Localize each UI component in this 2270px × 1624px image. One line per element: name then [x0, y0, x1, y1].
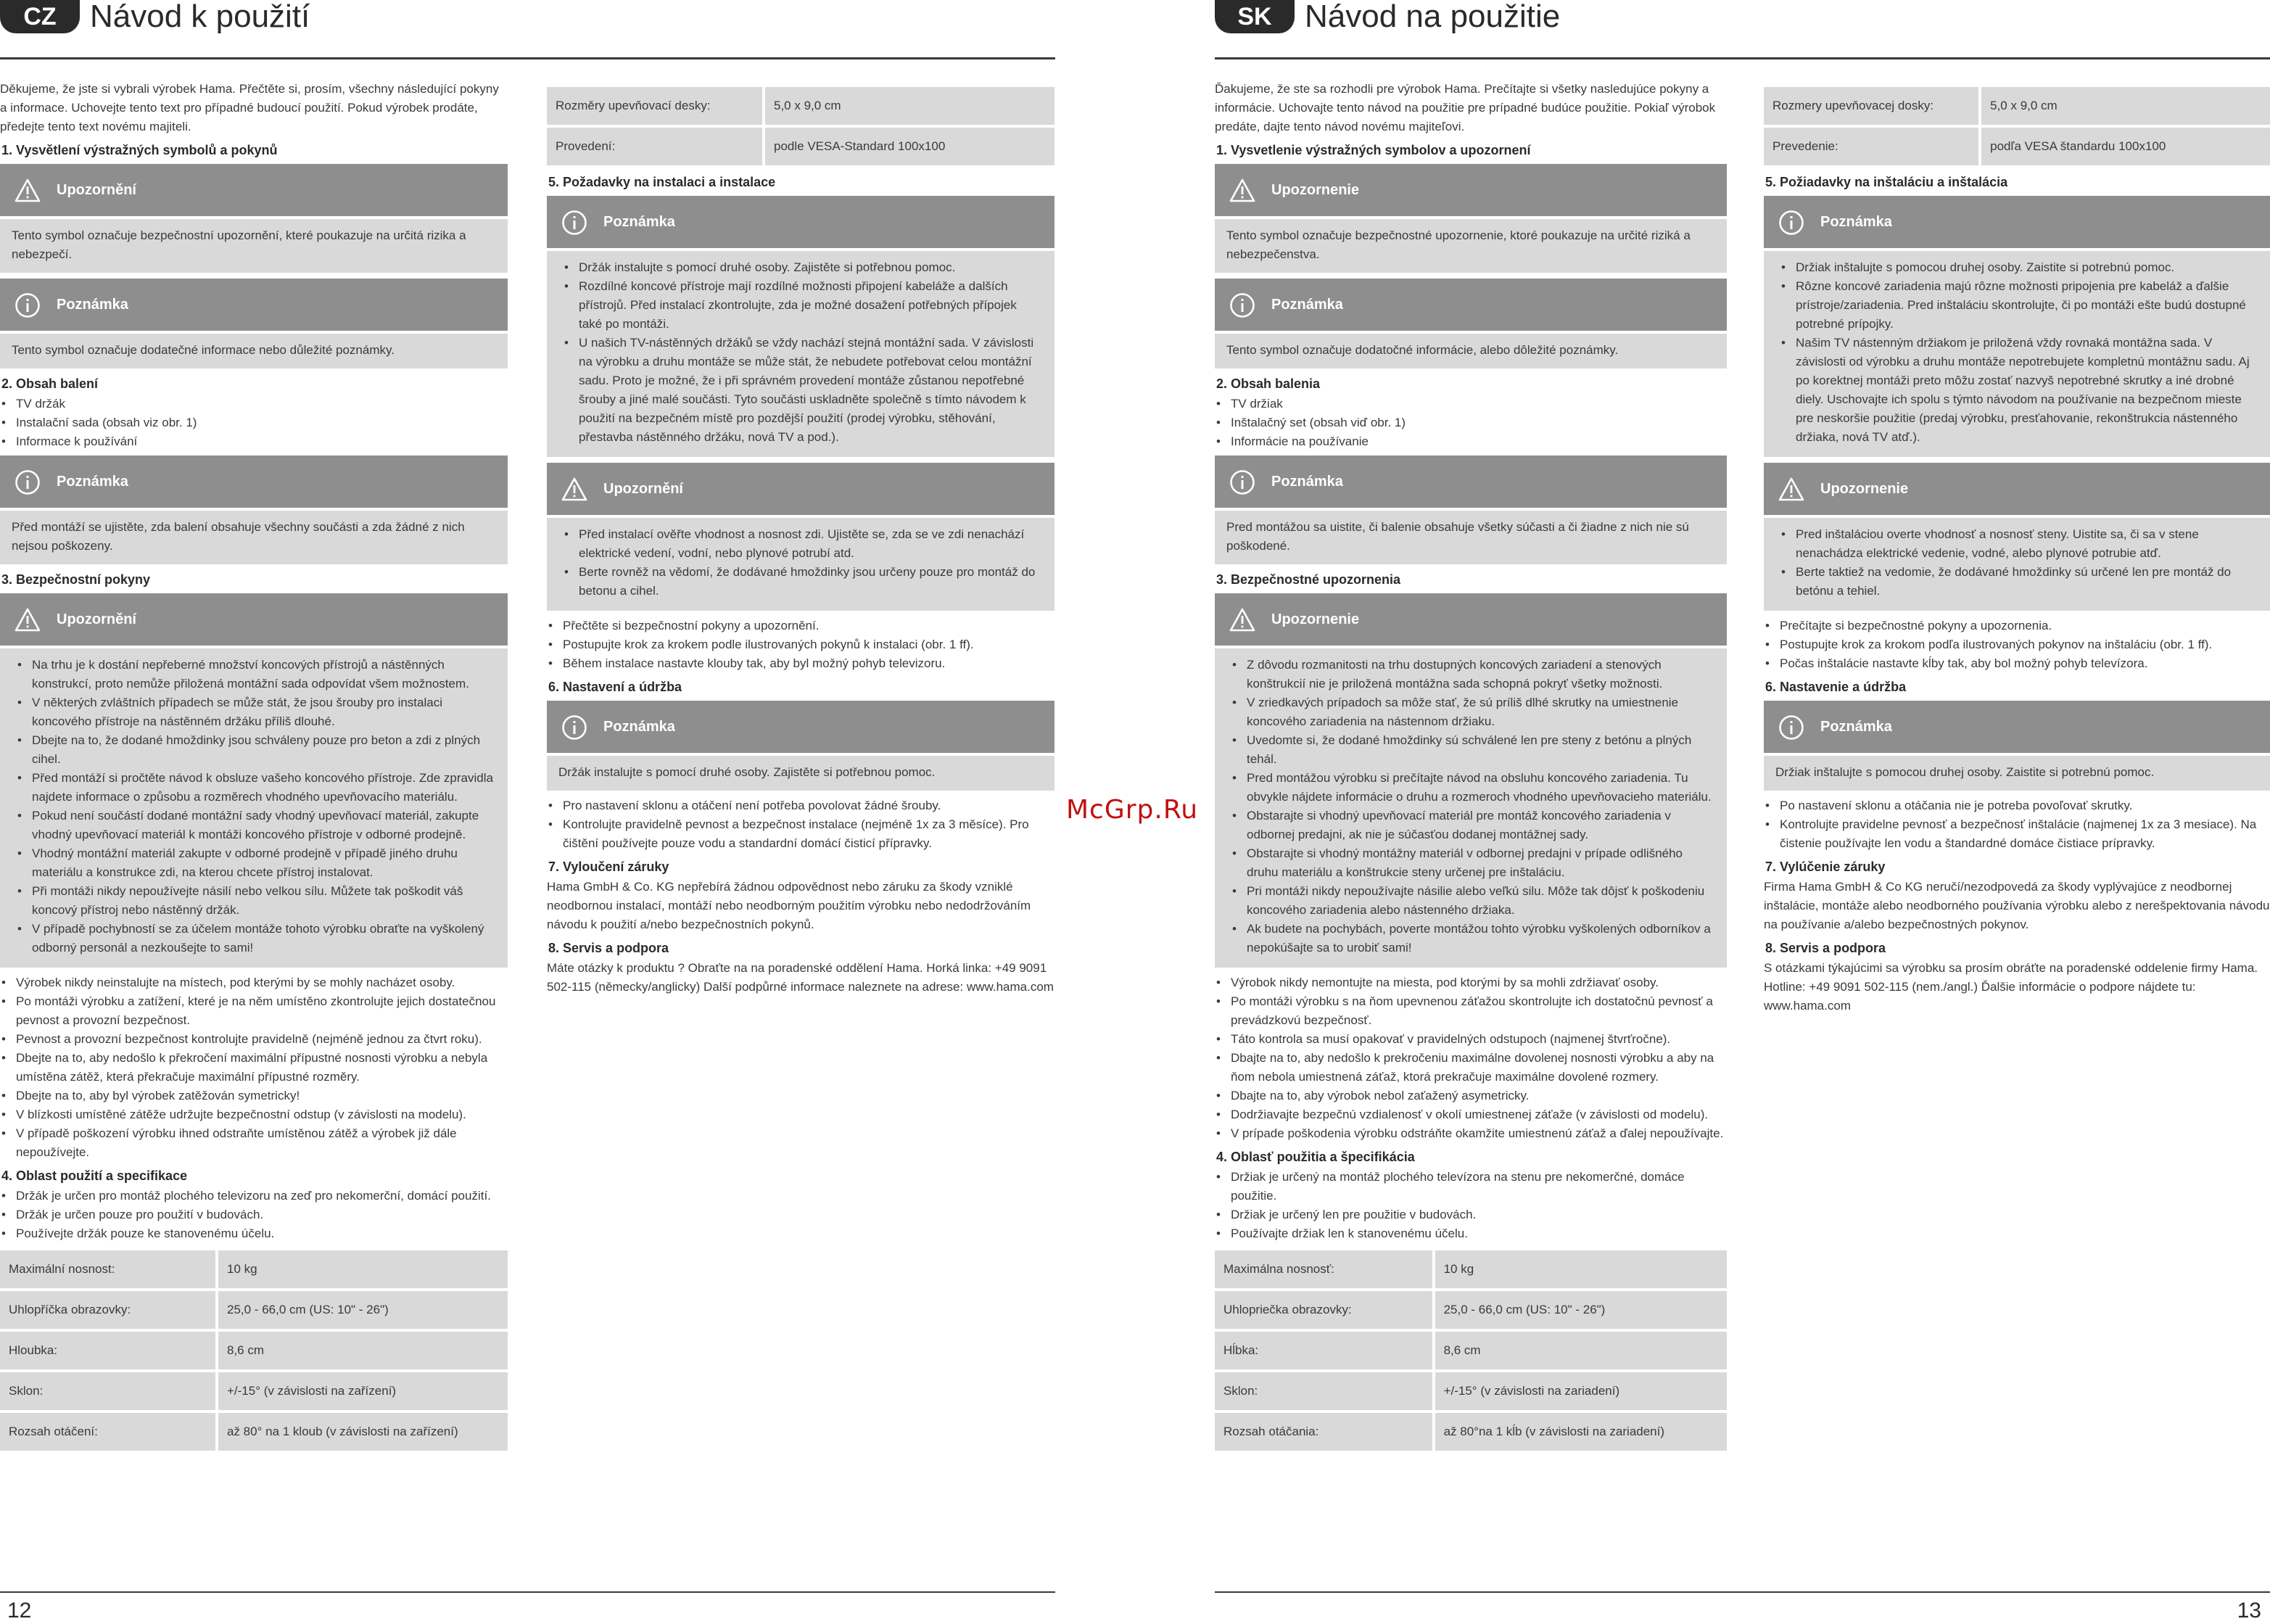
section-heading: 7. Vylúčenie záruky	[1765, 860, 1886, 874]
spec-value: 10 kg	[1435, 1250, 1727, 1288]
box-title: Poznámka	[1820, 214, 1892, 230]
note-box	[1764, 196, 2270, 457]
spec-label: Hloubka:	[0, 1332, 218, 1369]
box-body	[547, 756, 1054, 791]
spec-table	[1215, 1248, 1727, 1454]
usage-list	[0, 1187, 508, 1243]
warning-box	[547, 463, 1054, 611]
list-item: • Obstarajte si vhodný montážny materiál v odbornej predajni v prípade odlišného druhu materiálu a konštrukcie steny určenej pre inštaláciu.	[1226, 844, 1715, 882]
spec-table	[0, 1248, 508, 1454]
box-body	[1215, 334, 1727, 368]
note-box	[547, 196, 1054, 457]
list-item: • Po montáži výrobku a zatížení, které je na něm umístěno zkontrolujte jejich dostatečnou pevnost a provozní bezpečnost.	[0, 992, 508, 1030]
list-item: • Držák instalujte s pomocí druhé osoby. Zajistěte si potřebnou pomoc.	[558, 258, 1043, 277]
spec-value: 5,0 x 9,0 cm	[765, 87, 1054, 125]
list-item: • Informace k používání	[0, 432, 508, 451]
package-list	[1215, 395, 1727, 451]
section-heading: 2. Obsah balení	[1, 376, 99, 391]
list-item: • Prečítajte si bezpečnostné pokyny a upozornenia.	[1764, 617, 2270, 635]
box-header	[1764, 463, 2270, 515]
list-item: • Našim TV nástenným držiakom je priložená vždy rovnaká montážna sada. V závislosti od výrobku a druhu montáže nepotrebujete kompletnú montážnu sadu. Aj po korektnej montáži preto môžu zostať nazvyš nepotrebné skrutky a iné drobné diely. Uschovajte ich spolu s týmto návodom na používanie na bezpečnom mieste pre neskoršie použitie (predaj výrobku, presťahovanie, rekonštrukcia nástenného držiaka, nová TV atď.).	[1775, 334, 2258, 447]
list-item: • Výrobek nikdy neinstalujte na místech, pod kterými by se mohly nacházet osoby.	[0, 973, 508, 992]
spec-value: 25,0 - 66,0 cm (US: 10" - 26")	[1435, 1291, 1727, 1329]
list-item: • Pokud není součástí dodané montážní sady vhodný upevňovací materiál, zakupte vhodný upevňovací materiál k montáži koncového přístroje v odborné prodejně.	[12, 807, 496, 844]
list-item: • Z dôvodu rozmanitosti na trhu dostupných koncových zariadení a stenových konštrukcií nie je priložená montážna sada schopná pokryť všetky možnosti.	[1226, 656, 1715, 693]
info-icon	[561, 714, 587, 741]
spec-table-2	[547, 84, 1054, 168]
list-item: • TV držák	[0, 395, 508, 413]
section-heading: 1. Vysvětlení výstražných symbolů a pokynů	[1, 143, 278, 157]
spec-label: Maximálna nosnosť:	[1215, 1250, 1435, 1288]
list-item: • Kontrolujte pravidelně pevnost a bezpečnost instalace (nejméně 1x za 3 měsíce). Pro čištění používejte pouze vodu a standardní domácí čisticí přípravky.	[547, 815, 1054, 853]
spec-value: 5,0 x 9,0 cm	[1981, 87, 2270, 125]
spec-row	[0, 1332, 508, 1369]
list-item: • Před montáží si pročtěte návod k obsluze vašeho koncového přístroje. Zde zpravidla najdete informace o způsobu a rozměrech vhodného upevňovacího materiálu.	[12, 769, 496, 807]
column-right	[1764, 80, 2270, 1017]
box-title: Poznámka	[603, 719, 675, 735]
safety-list	[0, 973, 508, 1162]
box-text: Tento symbol označuje bezpečnostné upozornenie, ktoré poukazuje na určité riziká a nebezpečenstva.	[1226, 228, 1691, 261]
box-title: Poznámka	[57, 474, 128, 490]
list-item: • Informácie na používanie	[1215, 432, 1727, 451]
page-number: 12	[7, 1599, 32, 1623]
list-item: • Dbejte na to, aby nedošlo k překročení maximální přípustné nosnosti výrobku a nebyla umístěna zátěž, která překračuje maximální přípustné rozměry.	[0, 1049, 508, 1087]
box-list	[1226, 656, 1715, 957]
list-item: • Výrobok nikdy nemontujte na miesta, pod ktorými by sa mohli zdržiavať osoby.	[1215, 973, 1727, 992]
box-text: Držák instalujte s pomocí druhé osoby. Zajistěte si potřebnou pomoc.	[558, 765, 936, 779]
note-box	[1215, 279, 1727, 368]
box-title: Poznámka	[603, 214, 675, 230]
list-item: • Dodržiavajte bezpečnú vzdialenosť v okolí umiestnenej záťaže (v závislosti od modelu).	[1215, 1105, 1727, 1124]
box-text: Pred montážou sa uistite, či balenie obsahuje všetky súčasti a či žiadne z nich nie sú poškodené.	[1226, 520, 1689, 553]
box-header	[547, 463, 1054, 515]
intro-text: Ďakujeme, že ste sa rozhodli pre výrobok Hama. Prečítajte si všetky nasledujúce pokyny a informácie. Uchovajte tento návod na použitie pre prípadné budúce použitie. Pokiaľ výrobok predáte, dajte tento návod novému majiteľovi.	[1215, 82, 1716, 133]
list-item: • Pred inštaláciou overte vhodnosť a nosnosť steny. Uistite sa, či sa v stene nenachádza elektrické vedenie, vodné, alebo plynové potrubie atď.	[1775, 525, 2258, 563]
box-header	[0, 456, 508, 508]
language-badge: SK	[1215, 0, 1295, 33]
column-left	[0, 80, 508, 1458]
spec-value: až 80° na 1 kloub (v závislosti na zařízení)	[218, 1413, 508, 1451]
list-item: • Držiak je určený len pre použitie v budovách.	[1215, 1205, 1727, 1224]
list-item: • U našich TV-nástěnných držáků se vždy nachází stejná montážní sada. V závislosti na výrobku a druhu montáže se může stát, že nebudete potřebovat celou montážní sadu. Proto je možné, že i při správném provedení montáže zůstanou nepotřebné šrouby a jiné malé součásti. Tyto součásti uskladněte společně s tímto návodem k použití na bezpečném místě pro pozdější použití (prodej výrobku, stěhování, přestavba nástěnného držáku, nová TV a pod.).	[558, 334, 1043, 447]
list-item: • Uvedomte si, že dodané hmoždinky sú schválené len pre steny z betónu a plných tehál.	[1226, 731, 1715, 769]
install-list	[547, 617, 1054, 673]
note-box	[1215, 456, 1727, 564]
box-header	[1215, 164, 1727, 216]
spec-value: 25,0 - 66,0 cm (US: 10" - 26")	[218, 1291, 508, 1329]
spec-label: Prevedenie:	[1764, 128, 1981, 165]
list-item: • Počas inštalácie nastavte kĺby tak, aby bol možný pohyb televízora.	[1764, 654, 2270, 673]
list-item: • Používajte držiak len k stanovenému účelu.	[1215, 1224, 1727, 1243]
spec-label: Rozmery upevňovacej dosky:	[1764, 87, 1981, 125]
list-item: • Držák je určen pouze pro použití v budovách.	[0, 1205, 508, 1224]
intro-text: Děkujeme, že jste si vybrali výrobek Hama. Přečtěte si, prosím, všechny následující pokyny a informace. Uchovejte tento text pro případné budoucí použití. Pokud výrobek prodáte, předejte tento text novému majiteli.	[0, 82, 499, 133]
safety-list	[1215, 973, 1727, 1143]
page-right	[1215, 0, 2270, 1624]
box-text: Tento symbol označuje dodatočné informácie, alebo dôležité poznámky.	[1226, 343, 1619, 357]
box-title: Upozornění	[57, 182, 136, 198]
page-title: Návod na použitie	[1305, 0, 1561, 34]
list-item: • V zriedkavých prípadoch sa môže stať, že sú príliš dlhé skrutky na umiestnenie koncového zariadenia na nástennom držiaku.	[1226, 693, 1715, 731]
list-item: • Berte taktiež na vedomie, že dodávané hmoždinky sú určené len pre montáž do betónu a tehiel.	[1775, 563, 2258, 601]
section-heading: 7. Vyloučení záruky	[548, 860, 669, 874]
section-heading: 8. Servis a podpora	[1765, 941, 1886, 955]
section-heading: 5. Požadavky na instalaci a instalace	[548, 175, 776, 189]
box-title: Upozornění	[603, 481, 683, 497]
box-list	[558, 258, 1043, 447]
box-list	[558, 525, 1043, 601]
box-text: Tento symbol označuje dodatečné informace nebo důležité poznámky.	[12, 343, 395, 357]
section-heading: 3. Bezpečnostné upozornenia	[1216, 572, 1401, 587]
spec-row	[0, 1413, 508, 1451]
box-list	[12, 656, 496, 957]
box-title: Poznámka	[1271, 297, 1343, 313]
box-header	[1215, 279, 1727, 331]
box-body	[1215, 219, 1727, 273]
box-body	[1215, 648, 1727, 968]
section-heading: 3. Bezpečnostní pokyny	[1, 572, 151, 587]
list-item: • V případě poškození výrobku ihned odstraňte umístěnou zátěž a výrobek již dále nepoužívejte.	[0, 1124, 508, 1162]
list-item: • Držiak inštalujte s pomocou druhej osoby. Zaistite si potrebnú pomoc.	[1775, 258, 2258, 277]
language-badge: CZ	[0, 0, 80, 33]
section-heading: 4. Oblast použití a specifikace	[1, 1168, 188, 1183]
box-header	[1764, 701, 2270, 753]
maintenance-list	[547, 796, 1054, 853]
box-body	[547, 518, 1054, 611]
box-title: Upozornenie	[1820, 481, 1909, 497]
usage-list	[1215, 1168, 1727, 1243]
box-text: Před montáží se ujistěte, zda balení obsahuje všechny součásti a zda žádné z nich nejsou poškozeny.	[12, 520, 465, 553]
note-box	[1764, 701, 2270, 791]
box-title: Upozornenie	[1271, 611, 1360, 627]
box-title: Poznámka	[1271, 474, 1343, 490]
section-heading: 1. Vysvetlenie výstražných symbolov a upozornení	[1216, 143, 1531, 157]
warning-icon	[561, 477, 587, 503]
spec-row	[1215, 1372, 1727, 1410]
list-item: • Rôzne koncové zariadenia majú rôzne možnosti pripojenia pre kabeláž a ďalšie prístroje/zariadenia. Pred inštaláciu skontrolujte, či po montáži ešte budú dostupné potrebné prípojky.	[1775, 277, 2258, 334]
box-header	[1215, 456, 1727, 508]
spec-value: podle VESA-Standard 100x100	[765, 128, 1054, 165]
box-list	[1775, 525, 2258, 601]
box-text: Tento symbol označuje bezpečnostní upozornění, které poukazuje na určitá rizika a nebezpečí.	[12, 228, 466, 261]
spec-label: Maximální nosnost:	[0, 1250, 218, 1288]
box-text: Držiak inštalujte s pomocou druhej osoby. Zaistite si potrebnú pomoc.	[1775, 765, 2155, 779]
list-item: • Rozdílné koncové přístroje mají rozdílné možnosti připojení kabeláže a dalších přístrojů. Před instalací zkontrolujte, zda je možné dosažení potřebných přípojek také po montáži.	[558, 277, 1043, 334]
spec-row	[0, 1291, 508, 1329]
section-heading: 4. Oblasť použitia a špecifikácia	[1216, 1150, 1415, 1164]
list-item: • V případě pochybností se za účelem montáže tohoto výrobku obraťte na vyškolený odborný personál a nezkoušejte to sami!	[12, 920, 496, 957]
list-item: • Přečtěte si bezpečnostní pokyny a upozornění.	[547, 617, 1054, 635]
page-title: Návod k použití	[90, 0, 310, 34]
spec-label: Uhlopriečka obrazovky:	[1215, 1291, 1435, 1329]
section-heading: 6. Nastavenie a údržba	[1765, 680, 1907, 694]
page-header	[0, 0, 1055, 59]
spec-row	[547, 128, 1054, 165]
list-item: • Dbejte na to, že dodané hmoždinky jsou schváleny pouze pro beton a zdi z plných cihel.	[12, 731, 496, 769]
box-body	[1215, 511, 1727, 564]
box-body	[0, 334, 508, 368]
list-item: • TV držiak	[1215, 395, 1727, 413]
spec-row	[547, 87, 1054, 125]
list-item: • Po nastavení sklonu a otáčania nie je potreba povoľovať skrutky.	[1764, 796, 2270, 815]
list-item: • Obstarajte si vhodný upevňovací materiál pre montáž koncového zariadenia v odbornej predajni, ak nie je súčasťou dodanej montážnej sady.	[1226, 807, 1715, 844]
box-title: Upozornenie	[1271, 182, 1360, 198]
info-icon	[1778, 210, 1804, 236]
warning-box	[1215, 593, 1727, 968]
box-header	[0, 279, 508, 331]
list-item: • Táto kontrola sa musí opakovať v pravidelných odstupoch (najmenej štvrťročne).	[1215, 1030, 1727, 1049]
footer-rule	[0, 1591, 1055, 1593]
list-item: • V prípade poškodenia výrobku odstráňte okamžite umiestnenú záťaž a ďalej nepoužívajte.	[1215, 1124, 1727, 1143]
spec-label: Uhlopříčka obrazovky:	[0, 1291, 218, 1329]
spec-label: Sklon:	[0, 1372, 218, 1410]
list-item: • Používejte držák pouze ke stanovenému účelu.	[0, 1224, 508, 1243]
list-item: • Při montáži nikdy nepoužívejte násilí nebo velkou sílu. Můžete tak poškodit váš koncový přístroj nebo nástěnný držák.	[12, 882, 496, 920]
info-icon	[15, 469, 41, 495]
spec-table-2	[1764, 84, 2270, 168]
list-item: • Po montáži výrobku s na ňom upevnenou záťažou skontrolujte ich dostatočnú pevnosť a prevádzkovú bezpečnosť.	[1215, 992, 1727, 1030]
list-item: • Před instalací ověřte vhodnost a nosnost zdi. Ujistěte se, zda se ve zdi nenachází elektrické vedení, vodní, nebo plynové potrubí atd.	[558, 525, 1043, 563]
spec-row	[1215, 1250, 1727, 1288]
warning-icon	[1778, 477, 1804, 503]
list-item: • Dbejte na to, aby byl výrobek zatěžován symetricky!	[0, 1087, 508, 1105]
note-box	[547, 701, 1054, 791]
spec-value: 8,6 cm	[1435, 1332, 1727, 1369]
warning-box	[1764, 463, 2270, 611]
spec-row	[1764, 128, 2270, 165]
list-item: • Postupujte krok za krokom podľa ilustrovaných pokynov na inštaláciu (obr. 1 ff).	[1764, 635, 2270, 654]
package-list	[0, 395, 508, 451]
warning-box	[0, 164, 508, 273]
list-item: • Instalační sada (obsah viz obr. 1)	[0, 413, 508, 432]
warning-icon	[15, 178, 41, 204]
info-icon	[1229, 292, 1255, 318]
spec-label: Rozsah otáčení:	[0, 1413, 218, 1451]
list-item: • Berte rovněž na vědomí, že dodávané hmoždinky jsou určeny pouze pro montáž do betonu a cihel.	[558, 563, 1043, 601]
box-body	[1764, 756, 2270, 791]
spec-value: +/-15° (v závislosti na zariadení)	[1435, 1372, 1727, 1410]
box-header	[547, 196, 1054, 248]
section-heading: 8. Servis a podpora	[548, 941, 669, 955]
page-header	[1215, 0, 2270, 59]
warranty-text: Firma Hama GmbH & Co KG neručí/nezodpovedá za škody vyplývajúce z neodbornej inštalácie, montáže alebo neodborného používania výrobku alebo z nerešpektovania návodu na používanie a/alebo bezpečnostných pokynov.	[1764, 880, 2270, 931]
spec-value: 10 kg	[218, 1250, 508, 1288]
box-header	[1215, 593, 1727, 646]
box-header	[1764, 196, 2270, 248]
box-header	[0, 593, 508, 646]
box-title: Upozornění	[57, 611, 136, 627]
info-icon	[561, 210, 587, 236]
box-body	[0, 511, 508, 564]
support-text: S otázkami týkajúcimi sa výrobku sa prosím obráťte na poradenské oddelenie firmy Hama. Hotline: +49 9091 502-115 (nem./angl.) Ďalšie informácie o podpore nájdete tu: www.hama.com	[1764, 961, 2258, 1013]
spec-label: Hĺbka:	[1215, 1332, 1435, 1369]
list-item: • Dbajte na to, aby nedošlo k prekročeniu maximálne dovolenej nosnosti výrobku a aby na ňom nebola umiestnená záťaž, ktorá prekračuje maximálne dovolené rozmery.	[1215, 1049, 1727, 1087]
watermark: McGrp.Ru	[1066, 795, 1199, 825]
box-header	[547, 701, 1054, 753]
list-item: • Pro nastavení sklonu a otáčení není potřeba povolovat žádné šrouby.	[547, 796, 1054, 815]
support-text: Máte otázky k produktu ? Obraťte na na poradenské oddělení Hama. Horká linka: +49 9091 502-115 (německy/anglicky) Další podpůrné informace naleznete na adrese: www.hama.com	[547, 961, 1054, 994]
maintenance-list	[1764, 796, 2270, 853]
warranty-text: Hama GmbH & Co. KG nepřebírá žádnou odpovědnost nebo záruku za škody vzniklé neodbornou instalací, montáží nebo neodborným použitím výrobku nebo nedodržováním návodu k použití a/nebo bezpečnostních pokynů.	[547, 880, 1031, 931]
spec-value: +/-15° (v závislosti na zařízení)	[218, 1372, 508, 1410]
spec-label: Provedení:	[547, 128, 765, 165]
spec-value: podľa VESA štandardu 100x100	[1981, 128, 2270, 165]
spec-value: 8,6 cm	[218, 1332, 508, 1369]
info-icon	[15, 292, 41, 318]
info-icon	[1229, 469, 1255, 495]
section-heading: 5. Požiadavky na inštaláciu a inštalácia	[1765, 175, 2008, 189]
box-title: Poznámka	[1820, 719, 1892, 735]
note-box	[0, 279, 508, 368]
column-right	[547, 80, 1054, 998]
box-list	[1775, 258, 2258, 447]
box-body	[0, 219, 508, 273]
spec-label: Rozsah otáčania:	[1215, 1413, 1435, 1451]
list-item: • Pred montážou výrobku si prečítajte návod na obsluhu koncového zariadenia. Tu obvykle nájdete informácie o druhu a rozmeroch vhodného upevňovacieho materiálu.	[1226, 769, 1715, 807]
list-item: • Na trhu je k dostání nepřeberné množství koncových přístrojů a nástěnných konstrukcí, proto nemůže přiložená montážní sada odpovídat všem možnostem.	[12, 656, 496, 693]
box-header	[0, 164, 508, 216]
warning-icon	[1229, 178, 1255, 204]
column-left	[1215, 80, 1727, 1458]
list-item: • Pri montáži nikdy nepoužívajte násilie alebo veľkú silu. Môže tak dôjsť k poškodeniu koncového zariadenia alebo nástenného držiaka.	[1226, 882, 1715, 920]
box-body	[1764, 251, 2270, 457]
spec-value: až 80°na 1 kĺb (v závislosti na zariadení)	[1435, 1413, 1727, 1451]
spec-label: Sklon:	[1215, 1372, 1435, 1410]
box-title: Poznámka	[57, 297, 128, 313]
list-item: • Postupujte krok za krokem podle ilustrovaných pokynů k instalaci (obr. 1 ff).	[547, 635, 1054, 654]
section-heading: 2. Obsah balenia	[1216, 376, 1321, 391]
spec-row	[1764, 87, 2270, 125]
box-body	[1764, 518, 2270, 611]
box-body	[0, 648, 508, 968]
list-item: • Inštalačný set (obsah viď obr. 1)	[1215, 413, 1727, 432]
note-box	[0, 456, 508, 564]
warning-icon	[15, 607, 41, 633]
warning-icon	[1229, 607, 1255, 633]
list-item: • Během instalace nastavte klouby tak, aby byl možný pohyb televizoru.	[547, 654, 1054, 673]
list-item: • V blízkosti umístěné zátěže udržujte bezpečnostní odstup (v závislosti na modelu).	[0, 1105, 508, 1124]
info-icon	[1778, 714, 1804, 741]
spec-row	[1215, 1413, 1727, 1451]
warning-box	[1215, 164, 1727, 273]
list-item: • Ak budete na pochybách, poverte montážou tohto výrobku vyškolených odborníkov a nepokúšajte sa to urobiť sami!	[1226, 920, 1715, 957]
page-left	[0, 0, 1055, 1624]
spec-row	[0, 1250, 508, 1288]
spec-row	[1215, 1332, 1727, 1369]
box-body	[547, 251, 1054, 457]
list-item: • Vhodný montážní materiál zakupte v odborné prodejně v případě jiného druhu materiálu a konstrukce zdi, na kterou chcete přístroj instalovat.	[12, 844, 496, 882]
spec-row	[1215, 1291, 1727, 1329]
spec-row	[0, 1372, 508, 1410]
section-heading: 6. Nastavení a údržba	[548, 680, 682, 694]
page-number: 13	[2237, 1599, 2261, 1623]
list-item: • Držák je určen pro montáž plochého televizoru na zeď pro nekomerční, domácí použití.	[0, 1187, 508, 1205]
warning-box	[0, 593, 508, 968]
list-item: • V některých zvláštních případech se může stát, že jsou šrouby pro instalaci koncového přístroje na nástěnném držáku příliš dlouhé.	[12, 693, 496, 731]
list-item: • Dbajte na to, aby výrobok nebol zaťažený asymetricky.	[1215, 1087, 1727, 1105]
spec-label: Rozměry upevňovací desky:	[547, 87, 765, 125]
footer-rule	[1215, 1591, 2270, 1593]
install-list	[1764, 617, 2270, 673]
list-item: • Pevnost a provozní bezpečnost kontrolujte pravidelně (nejméně jednou za čtvrt roku).	[0, 1030, 508, 1049]
list-item: • Držiak je určený na montáž plochého televízora na stenu pre nekomerčné, domáce použitie.	[1215, 1168, 1727, 1205]
list-item: • Kontrolujte pravidelne pevnosť a bezpečnosť inštalácie (najmenej 1x za 3 mesiace). Na čistenie používajte len vodu a štandardné domáce čistiace prípravky.	[1764, 815, 2270, 853]
